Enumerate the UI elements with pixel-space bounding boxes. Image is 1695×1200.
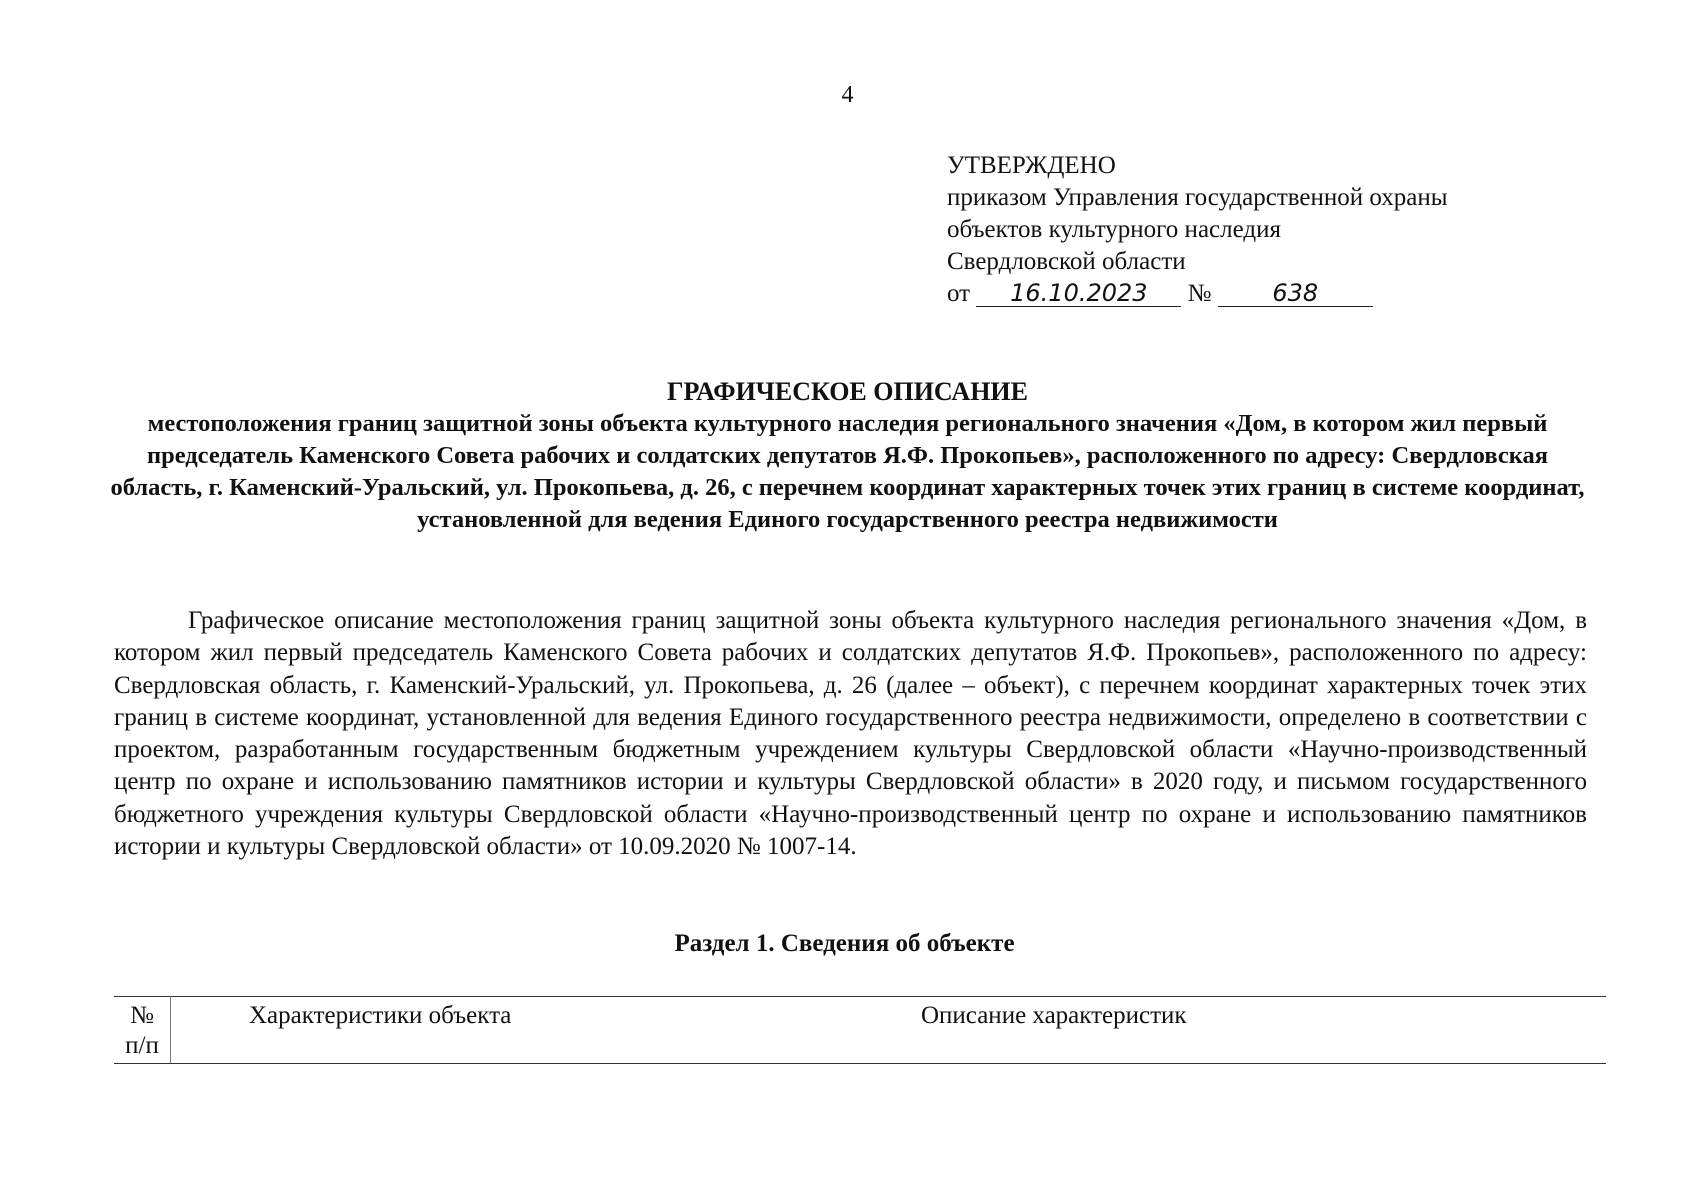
approval-line-2: объектов культурного наследия xyxy=(947,216,1281,243)
header-characteristics: Характеристики объекта xyxy=(171,997,746,1064)
document-title-block xyxy=(110,376,1585,536)
approval-stamp-block xyxy=(947,150,1448,310)
handwritten-date: 16.10.2023 xyxy=(976,280,1181,307)
section-title xyxy=(0,930,1695,958)
header-description: Описание характеристик xyxy=(745,997,1606,1064)
approval-line-3: Свердловской области xyxy=(947,248,1186,275)
section-title-text: Раздел 1. Сведения об объекте xyxy=(674,930,1015,957)
header-num xyxy=(114,997,171,1064)
approval-date-number-row xyxy=(947,278,1448,310)
date-prefix: от xyxy=(947,280,971,307)
approval-line-1: приказом Управления государственной охраны xyxy=(947,184,1448,211)
document-title: ГРАФИЧЕСКОЕ ОПИСАНИЕ xyxy=(667,377,1028,406)
page-number: 4 xyxy=(841,82,854,108)
object-info-table xyxy=(114,996,1606,1064)
number-prefix: № xyxy=(1187,280,1212,307)
approval-heading: УТВЕРЖДЕНО xyxy=(947,152,1116,179)
table-header-row xyxy=(114,997,1606,1064)
header-num-line-2: п/п xyxy=(125,1032,159,1059)
document-subtitle: местоположения границ защитной зоны объекта культурного наследия регионального значения «Дом, в котором жил первый председатель Каменского Совета рабочих и солдатских депутатов Я.Ф. Прокопьев», расположенного по адресу: Свердловская область, г. Каменский-Уральский, ул. Прокопьева, д. 26, с перечнем координат характерных точек этих границ в системе координат, установленной для ведения Единого государственного реестра недвижимости xyxy=(110,410,1585,533)
header-num-line-1: № xyxy=(130,1002,154,1029)
body-paragraph: Графическое описание местоположения границ защитной зоны объекта культурного наследия регионального значения «Дом, в котором жил первый председатель Каменского Совета рабочих и солдатских депутатов Я.Ф. Прокопьев», расположенного по адресу: Свердловская область, г. Каменский-Уральский, ул. Прокопьева, д. 26 (далее – объект), с перечнем координат характерных точек этих границ в системе координат, установленной для ведения Единого государственного реестра недвижимости, определено в соответствии с проектом, разработанным государственным бюджетным учреждением культуры Свердловской области «Научно-производственный центр по охране и использованию памятников истории и культуры Свердловской области» в 2020 году, и письмом государственного бюджетного учреждения культуры Свердловской области «Научно-производственный центр по охране и использованию памятников истории и культуры Свердловской области» от 10.09.2020 № 1007-14. xyxy=(114,607,1587,861)
handwritten-number: 638 xyxy=(1218,280,1373,307)
